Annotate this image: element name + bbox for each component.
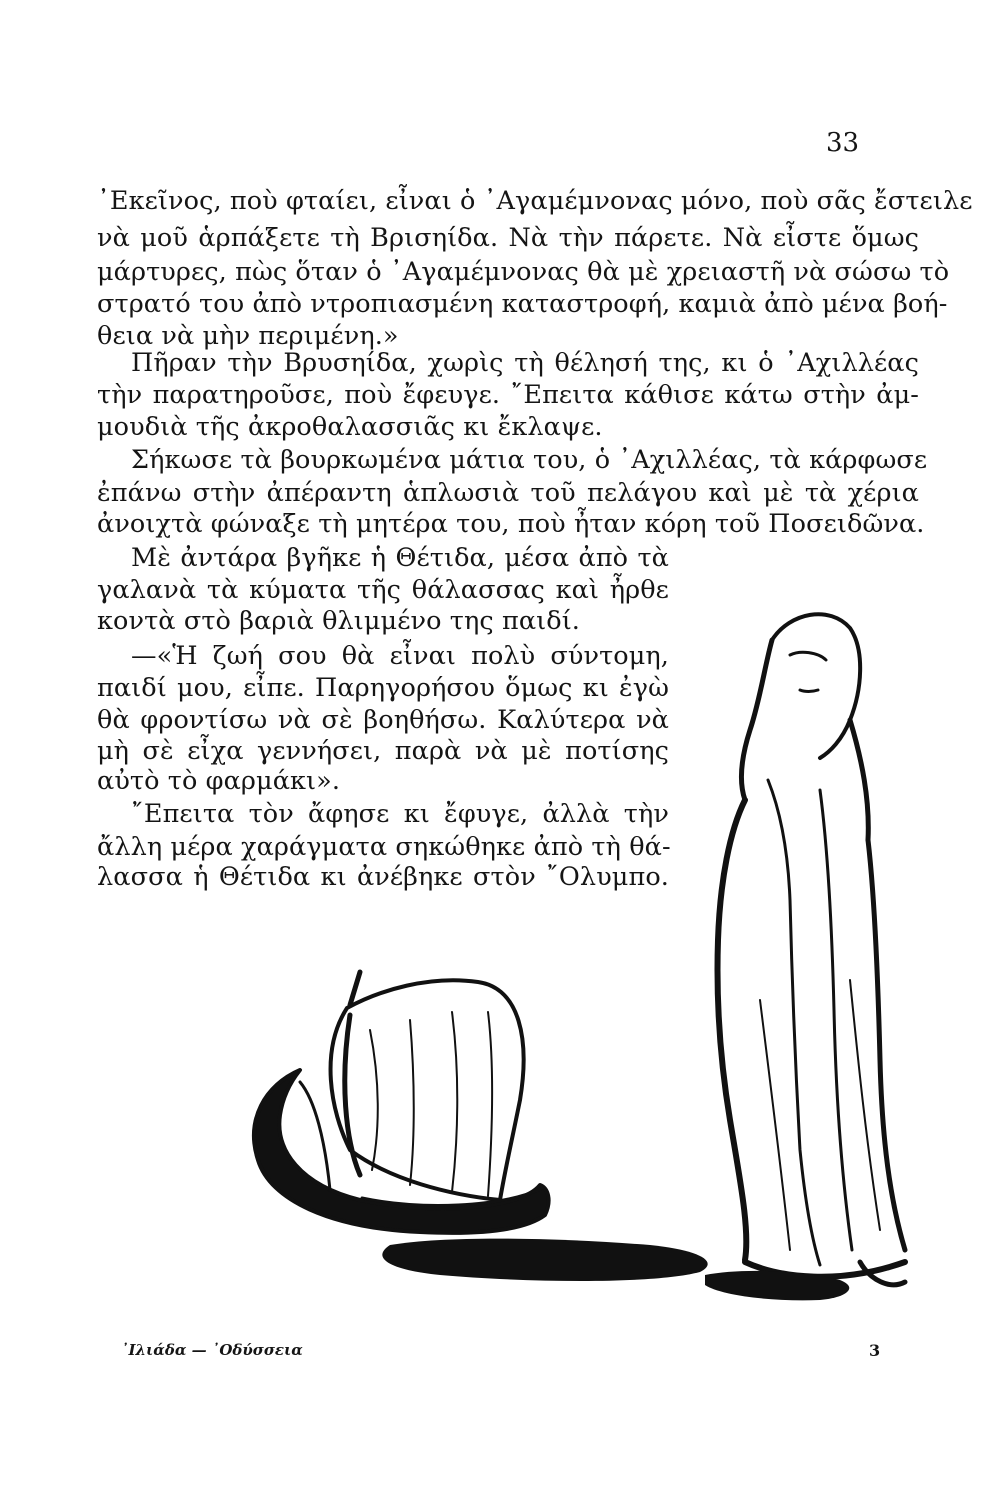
text-line: θεια νὰ μὴν περιμένη.»: [97, 321, 399, 351]
text-line: Σήκωσε τὰ βουρκωμένα μάτια του, ὁ ᾿Αχιλλέας, τὰ κάρφωσε: [131, 445, 928, 475]
text-line: θὰ φροντίσω νὰ σὲ βοηθήσω. Καλύτερα νὰ: [97, 705, 669, 735]
ship-illustration: [254, 972, 549, 1233]
text-line: ἄλλη μέρα χαράγματα σηκώθηκε ἀπὸ τὴ θά-: [97, 832, 671, 862]
text-line: Μὲ ἀντάρα βγῆκε ἡ Θέτιδα, μέσα ἀπὸ τὰ: [131, 543, 669, 573]
text-line: Πῆραν τὴν Βρυσηίδα, χωρὶς τὴ θέλησή της, κι ὁ ᾿Αχιλλέας: [131, 348, 919, 378]
text-line: λασσα ἡ Θέτιδα κι ἀνέβηκε στὸν ῎Ολυμπο.: [97, 862, 669, 892]
text-line: ἐπάνω στὴν ἀπέραντη ἁπλωσιὰ τοῦ πελάγου καὶ μὲ τὰ χέρια: [97, 478, 919, 508]
text-line: νὰ μοῦ ἁρπάξετε τὴ Βρισηίδα. Νὰ τὴν πάρετε. Νὰ εἶστε ὅμως: [97, 223, 919, 253]
text-line: ἀνοιχτὰ φώναξε τὴ μητέρα του, ποὺ ἦταν κόρη τοῦ Ποσειδῶνα.: [97, 509, 925, 539]
text-line: μουδιὰ τῆς ἀκροθαλασσιᾶς κι ἔκλαψε.: [97, 412, 603, 442]
text-line: —«Ἡ ζωή σου θὰ εἶναι πολὺ σύντομη,: [131, 641, 669, 671]
text-line: τὴν παρατηροῦσε, ποὺ ἔφευγε. ῎Επειτα κάθισε κάτω στὴν ἀμ-: [97, 380, 919, 410]
text-line: μὴ σὲ εἶχα γεννήσει, παρὰ νὰ μὲ ποτίσης: [97, 736, 669, 766]
footer-title: ᾿Ιλιάδα — ᾿Οδύσσεια: [121, 1341, 303, 1359]
page-number: 33: [826, 128, 860, 158]
text-line: γαλανὰ τὰ κύματα τῆς θάλασσας καὶ ἦρθε: [97, 575, 669, 605]
text-line: αὐτὸ τὸ φαρμάκι».: [97, 766, 341, 796]
text-line: ᾿Εκεῖνος, ποὺ φταίει, εἶναι ὁ ᾿Αγαμέμνονας μόνο, ποὺ σᾶς ἔστειλε: [97, 186, 973, 216]
text-line: κοντὰ στὸ βαριὰ θλιμμένο της παιδί.: [97, 606, 581, 636]
text-line: παιδί μου, εἶπε. Παρηγορήσου ὅμως κι ἐγὼ: [97, 673, 669, 703]
footer-signature: 3: [869, 1341, 881, 1360]
text-line: μάρτυρες, πὼς ὅταν ὁ ᾿Αγαμέμνονας θὰ μὲ χρειαστῆ νὰ σώσω τὸ: [97, 257, 950, 287]
ship-shadow: [382, 1239, 707, 1281]
woman-illustration: [718, 614, 906, 1285]
text-line: ῎Επειτα τὸν ἄφησε κι ἔφυγε, ἀλλὰ τὴν: [131, 799, 669, 829]
text-line: στρατό του ἀπὸ ντροπιασμένη καταστροφή, καμιὰ ἀπὸ μένα βοή-: [97, 289, 948, 319]
